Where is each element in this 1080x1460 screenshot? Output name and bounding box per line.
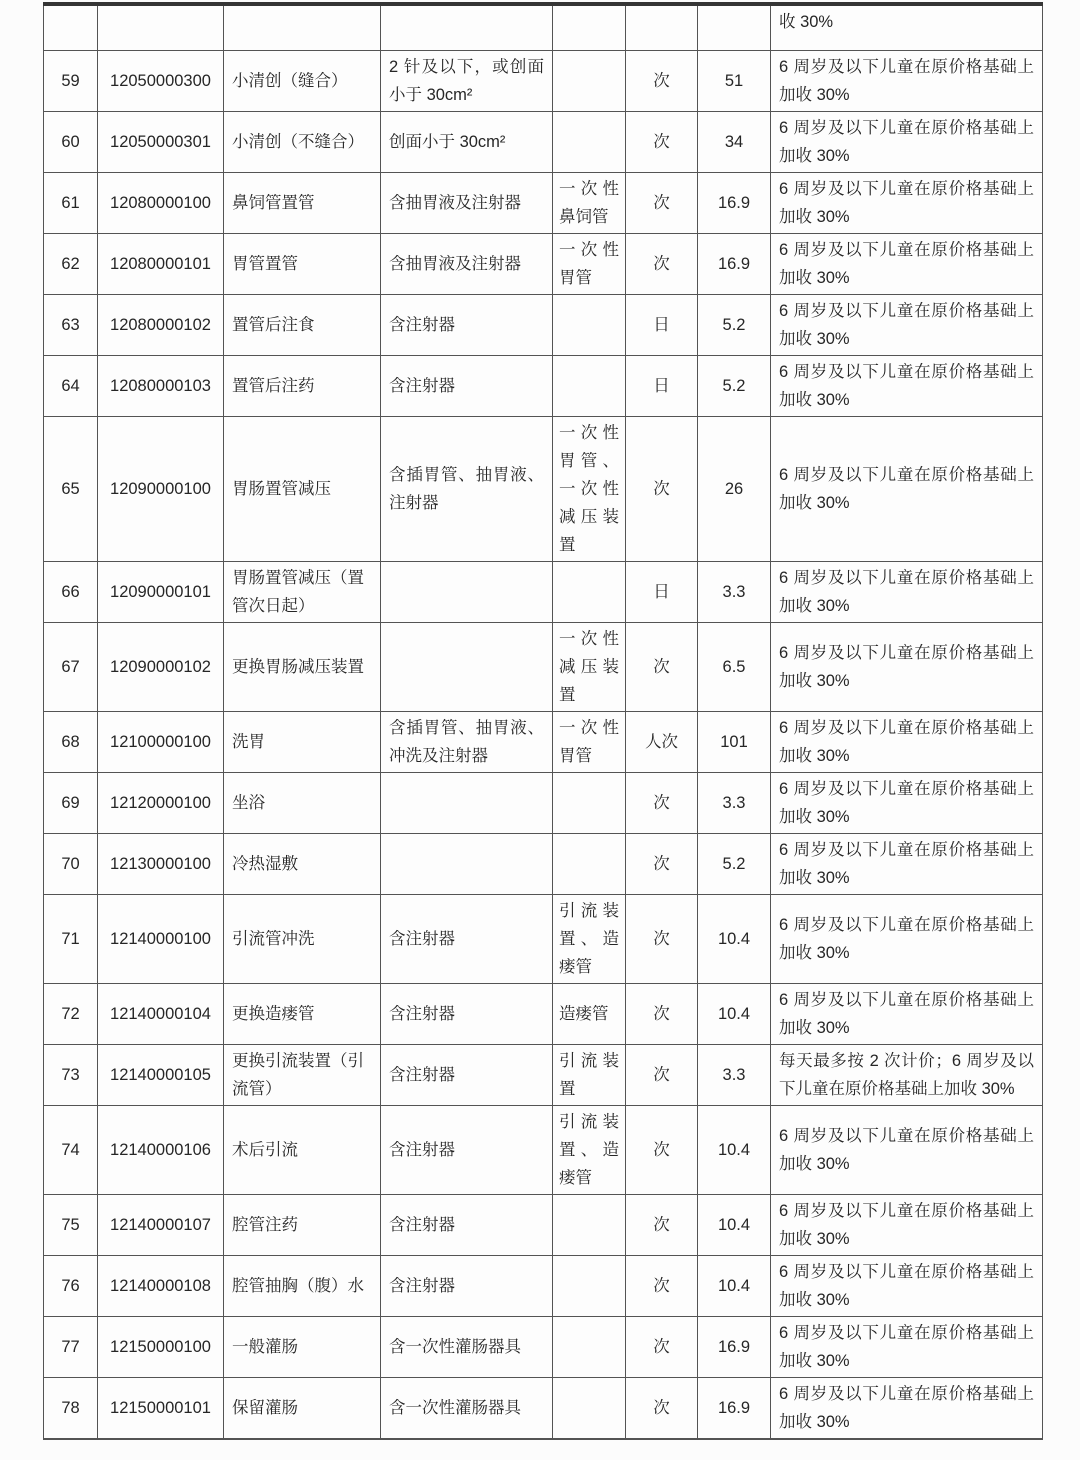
seq-cell: 77 — [44, 1316, 98, 1377]
name-cell: 小清创（缝合） — [224, 50, 381, 111]
price-cell — [698, 4, 771, 50]
unit-cell: 次 — [626, 416, 698, 561]
seq-cell: 63 — [44, 294, 98, 355]
name-cell: 引流管冲洗 — [224, 894, 381, 983]
name-cell: 鼻饲管置管 — [224, 172, 381, 233]
note-cell: 6 周岁及以下儿童在原价格基础上加收 30% — [771, 1377, 1043, 1439]
name-cell: 腔管注药 — [224, 1194, 381, 1255]
content-cell: 含注射器 — [381, 294, 553, 355]
excluded-cell — [553, 561, 626, 622]
unit-cell: 次 — [626, 50, 698, 111]
price-cell: 3.3 — [698, 561, 771, 622]
note-cell: 6 周岁及以下儿童在原价格基础上加收 30% — [771, 772, 1043, 833]
table-row — [44, 111, 1043, 172]
content-cell: 含注射器 — [381, 983, 553, 1044]
name-cell: 洗胃 — [224, 711, 381, 772]
unit-cell: 次 — [626, 772, 698, 833]
excluded-cell — [553, 1255, 626, 1316]
note-cell: 6 周岁及以下儿童在原价格基础上加收 30% — [771, 172, 1043, 233]
price-cell: 16.9 — [698, 172, 771, 233]
unit-cell: 次 — [626, 1377, 698, 1439]
name-cell: 保留灌肠 — [224, 1377, 381, 1439]
excluded-cell — [553, 294, 626, 355]
unit-cell: 次 — [626, 1105, 698, 1194]
table-row — [44, 294, 1043, 355]
seq-cell: 66 — [44, 561, 98, 622]
excluded-cell: 一次性减压装置 — [553, 622, 626, 711]
content-cell: 含注射器 — [381, 355, 553, 416]
price-cell: 5.2 — [698, 294, 771, 355]
excluded-cell — [553, 1316, 626, 1377]
price-cell: 10.4 — [698, 894, 771, 983]
note-cell: 6 周岁及以下儿童在原价格基础上加收 30% — [771, 1194, 1043, 1255]
code-cell: 12080000100 — [98, 172, 224, 233]
table-row — [44, 772, 1043, 833]
name-cell: 腔管抽胸（腹）水 — [224, 1255, 381, 1316]
price-cell: 3.3 — [698, 1044, 771, 1105]
code-cell: 12140000107 — [98, 1194, 224, 1255]
name-cell — [224, 4, 381, 50]
unit-cell: 次 — [626, 894, 698, 983]
table-row — [44, 233, 1043, 294]
price-cell: 10.4 — [698, 1194, 771, 1255]
unit-cell: 人次 — [626, 711, 698, 772]
content-cell: 含注射器 — [381, 1194, 553, 1255]
excluded-cell: 引流装置 — [553, 1044, 626, 1105]
table-row — [44, 833, 1043, 894]
seq-cell: 62 — [44, 233, 98, 294]
price-cell: 34 — [698, 111, 771, 172]
price-cell: 16.9 — [698, 1316, 771, 1377]
note-cell: 6 周岁及以下儿童在原价格基础上加收 30% — [771, 894, 1043, 983]
note-cell: 6 周岁及以下儿童在原价格基础上加收 30% — [771, 355, 1043, 416]
price-cell: 10.4 — [698, 1255, 771, 1316]
content-cell: 含插胃管、抽胃液、注射器 — [381, 416, 553, 561]
content-cell: 含注射器 — [381, 1255, 553, 1316]
note-cell: 每天最多按 2 次计价；6 周岁及以下儿童在原价格基础上加收 30% — [771, 1044, 1043, 1105]
excluded-cell — [553, 833, 626, 894]
price-cell: 16.9 — [698, 1377, 771, 1439]
table-row — [44, 50, 1043, 111]
unit-cell: 次 — [626, 833, 698, 894]
excluded-cell: 造瘘管 — [553, 983, 626, 1044]
seq-cell: 69 — [44, 772, 98, 833]
seq-cell — [44, 4, 98, 50]
price-table — [43, 2, 1043, 1440]
seq-cell: 70 — [44, 833, 98, 894]
excluded-cell: 引流装置、造瘘管 — [553, 894, 626, 983]
table-row — [44, 1377, 1043, 1439]
excluded-cell: 引流装置、造瘘管 — [553, 1105, 626, 1194]
price-table-body — [44, 4, 1043, 1439]
code-cell: 12140000100 — [98, 894, 224, 983]
name-cell: 冷热湿敷 — [224, 833, 381, 894]
unit-cell: 次 — [626, 1194, 698, 1255]
content-cell — [381, 833, 553, 894]
table-row — [44, 416, 1043, 561]
price-cell: 10.4 — [698, 983, 771, 1044]
name-cell: 坐浴 — [224, 772, 381, 833]
seq-cell: 60 — [44, 111, 98, 172]
code-cell: 12100000100 — [98, 711, 224, 772]
excluded-cell — [553, 1377, 626, 1439]
code-cell: 12080000102 — [98, 294, 224, 355]
seq-cell: 75 — [44, 1194, 98, 1255]
price-cell: 26 — [698, 416, 771, 561]
seq-cell: 68 — [44, 711, 98, 772]
note-cell: 6 周岁及以下儿童在原价格基础上加收 30% — [771, 294, 1043, 355]
price-cell: 6.5 — [698, 622, 771, 711]
code-cell: 12120000100 — [98, 772, 224, 833]
unit-cell: 次 — [626, 111, 698, 172]
name-cell: 胃肠置管减压（置管次日起） — [224, 561, 381, 622]
code-cell: 12080000103 — [98, 355, 224, 416]
code-cell: 12090000102 — [98, 622, 224, 711]
code-cell: 12130000100 — [98, 833, 224, 894]
seq-cell: 67 — [44, 622, 98, 711]
code-cell: 12150000101 — [98, 1377, 224, 1439]
content-cell: 含插胃管、抽胃液、冲洗及注射器 — [381, 711, 553, 772]
content-cell: 含抽胃液及注射器 — [381, 233, 553, 294]
content-cell — [381, 622, 553, 711]
table-row — [44, 561, 1043, 622]
name-cell: 胃肠置管减压 — [224, 416, 381, 561]
price-cell: 5.2 — [698, 833, 771, 894]
table-row — [44, 622, 1043, 711]
code-cell: 12140000104 — [98, 983, 224, 1044]
note-cell: 6 周岁及以下儿童在原价格基础上加收 30% — [771, 561, 1043, 622]
seq-cell: 71 — [44, 894, 98, 983]
content-cell: 含一次性灌肠器具 — [381, 1316, 553, 1377]
content-cell: 含一次性灌肠器具 — [381, 1377, 553, 1439]
excluded-cell — [553, 1194, 626, 1255]
table-row — [44, 355, 1043, 416]
seq-cell: 78 — [44, 1377, 98, 1439]
name-cell: 更换造瘘管 — [224, 983, 381, 1044]
seq-cell: 59 — [44, 50, 98, 111]
table-row — [44, 1194, 1043, 1255]
unit-cell: 日 — [626, 561, 698, 622]
table-row — [44, 894, 1043, 983]
seq-cell: 72 — [44, 983, 98, 1044]
excluded-cell — [553, 111, 626, 172]
unit-cell: 次 — [626, 1044, 698, 1105]
unit-cell: 次 — [626, 1316, 698, 1377]
seq-cell: 64 — [44, 355, 98, 416]
content-cell: 2 针及以下，或创面小于 30cm² — [381, 50, 553, 111]
code-cell: 12090000100 — [98, 416, 224, 561]
unit-cell: 次 — [626, 233, 698, 294]
note-cell: 6 周岁及以下儿童在原价格基础上加收 30% — [771, 1105, 1043, 1194]
note-cell: 6 周岁及以下儿童在原价格基础上加收 30% — [771, 983, 1043, 1044]
note-cell: 6 周岁及以下儿童在原价格基础上加收 30% — [771, 416, 1043, 561]
unit-cell: 次 — [626, 983, 698, 1044]
seq-cell: 65 — [44, 416, 98, 561]
code-cell — [98, 4, 224, 50]
table-row — [44, 711, 1043, 772]
unit-cell: 次 — [626, 622, 698, 711]
excluded-cell: 一次性鼻饲管 — [553, 172, 626, 233]
name-cell: 术后引流 — [224, 1105, 381, 1194]
price-cell: 5.2 — [698, 355, 771, 416]
note-cell: 6 周岁及以下儿童在原价格基础上加收 30% — [771, 111, 1043, 172]
code-cell: 12050000300 — [98, 50, 224, 111]
code-cell: 12150000100 — [98, 1316, 224, 1377]
code-cell: 12140000105 — [98, 1044, 224, 1105]
price-cell: 101 — [698, 711, 771, 772]
content-cell: 含抽胃液及注射器 — [381, 172, 553, 233]
note-cell: 6 周岁及以下儿童在原价格基础上加收 30% — [771, 1255, 1043, 1316]
note-cell: 6 周岁及以下儿童在原价格基础上加收 30% — [771, 711, 1043, 772]
note-cell: 6 周岁及以下儿童在原价格基础上加收 30% — [771, 622, 1043, 711]
excluded-cell — [553, 4, 626, 50]
unit-cell: 次 — [626, 1255, 698, 1316]
note-cell: 6 周岁及以下儿童在原价格基础上加收 30% — [771, 233, 1043, 294]
table-row — [44, 172, 1043, 233]
content-cell: 含注射器 — [381, 1044, 553, 1105]
price-cell: 16.9 — [698, 233, 771, 294]
price-cell: 51 — [698, 50, 771, 111]
note-cell: 6 周岁及以下儿童在原价格基础上加收 30% — [771, 1316, 1043, 1377]
content-cell: 含注射器 — [381, 894, 553, 983]
code-cell: 12140000108 — [98, 1255, 224, 1316]
name-cell: 更换胃肠减压装置 — [224, 622, 381, 711]
excluded-cell — [553, 355, 626, 416]
excluded-cell — [553, 50, 626, 111]
content-cell — [381, 772, 553, 833]
excluded-cell: 一次性胃管 — [553, 711, 626, 772]
seq-cell: 76 — [44, 1255, 98, 1316]
excluded-cell: 一次性胃管 — [553, 233, 626, 294]
unit-cell: 日 — [626, 355, 698, 416]
name-cell: 置管后注药 — [224, 355, 381, 416]
name-cell: 置管后注食 — [224, 294, 381, 355]
price-cell: 10.4 — [698, 1105, 771, 1194]
table-row-partial — [44, 4, 1043, 50]
excluded-cell — [553, 772, 626, 833]
unit-cell — [626, 4, 698, 50]
note-cell: 6 周岁及以下儿童在原价格基础上加收 30% — [771, 50, 1043, 111]
seq-cell: 73 — [44, 1044, 98, 1105]
unit-cell: 次 — [626, 172, 698, 233]
name-cell: 小清创（不缝合） — [224, 111, 381, 172]
note-cell: 6 周岁及以下儿童在原价格基础上加收 30% — [771, 833, 1043, 894]
table-row — [44, 1255, 1043, 1316]
name-cell: 一般灌肠 — [224, 1316, 381, 1377]
seq-cell: 74 — [44, 1105, 98, 1194]
table-row — [44, 1316, 1043, 1377]
content-cell: 创面小于 30cm² — [381, 111, 553, 172]
table-row — [44, 983, 1043, 1044]
content-cell — [381, 561, 553, 622]
unit-cell: 日 — [626, 294, 698, 355]
code-cell: 12140000106 — [98, 1105, 224, 1194]
excluded-cell: 一次性胃管、一次性减压装置 — [553, 416, 626, 561]
table-row — [44, 1044, 1043, 1105]
price-cell: 3.3 — [698, 772, 771, 833]
code-cell: 12080000101 — [98, 233, 224, 294]
table-row — [44, 1105, 1043, 1194]
name-cell: 更换引流装置（引流管） — [224, 1044, 381, 1105]
seq-cell: 61 — [44, 172, 98, 233]
code-cell: 12050000301 — [98, 111, 224, 172]
content-cell: 含注射器 — [381, 1105, 553, 1194]
code-cell: 12090000101 — [98, 561, 224, 622]
content-cell — [381, 4, 553, 50]
note-cell: 收 30% — [771, 4, 1043, 50]
name-cell: 胃管置管 — [224, 233, 381, 294]
